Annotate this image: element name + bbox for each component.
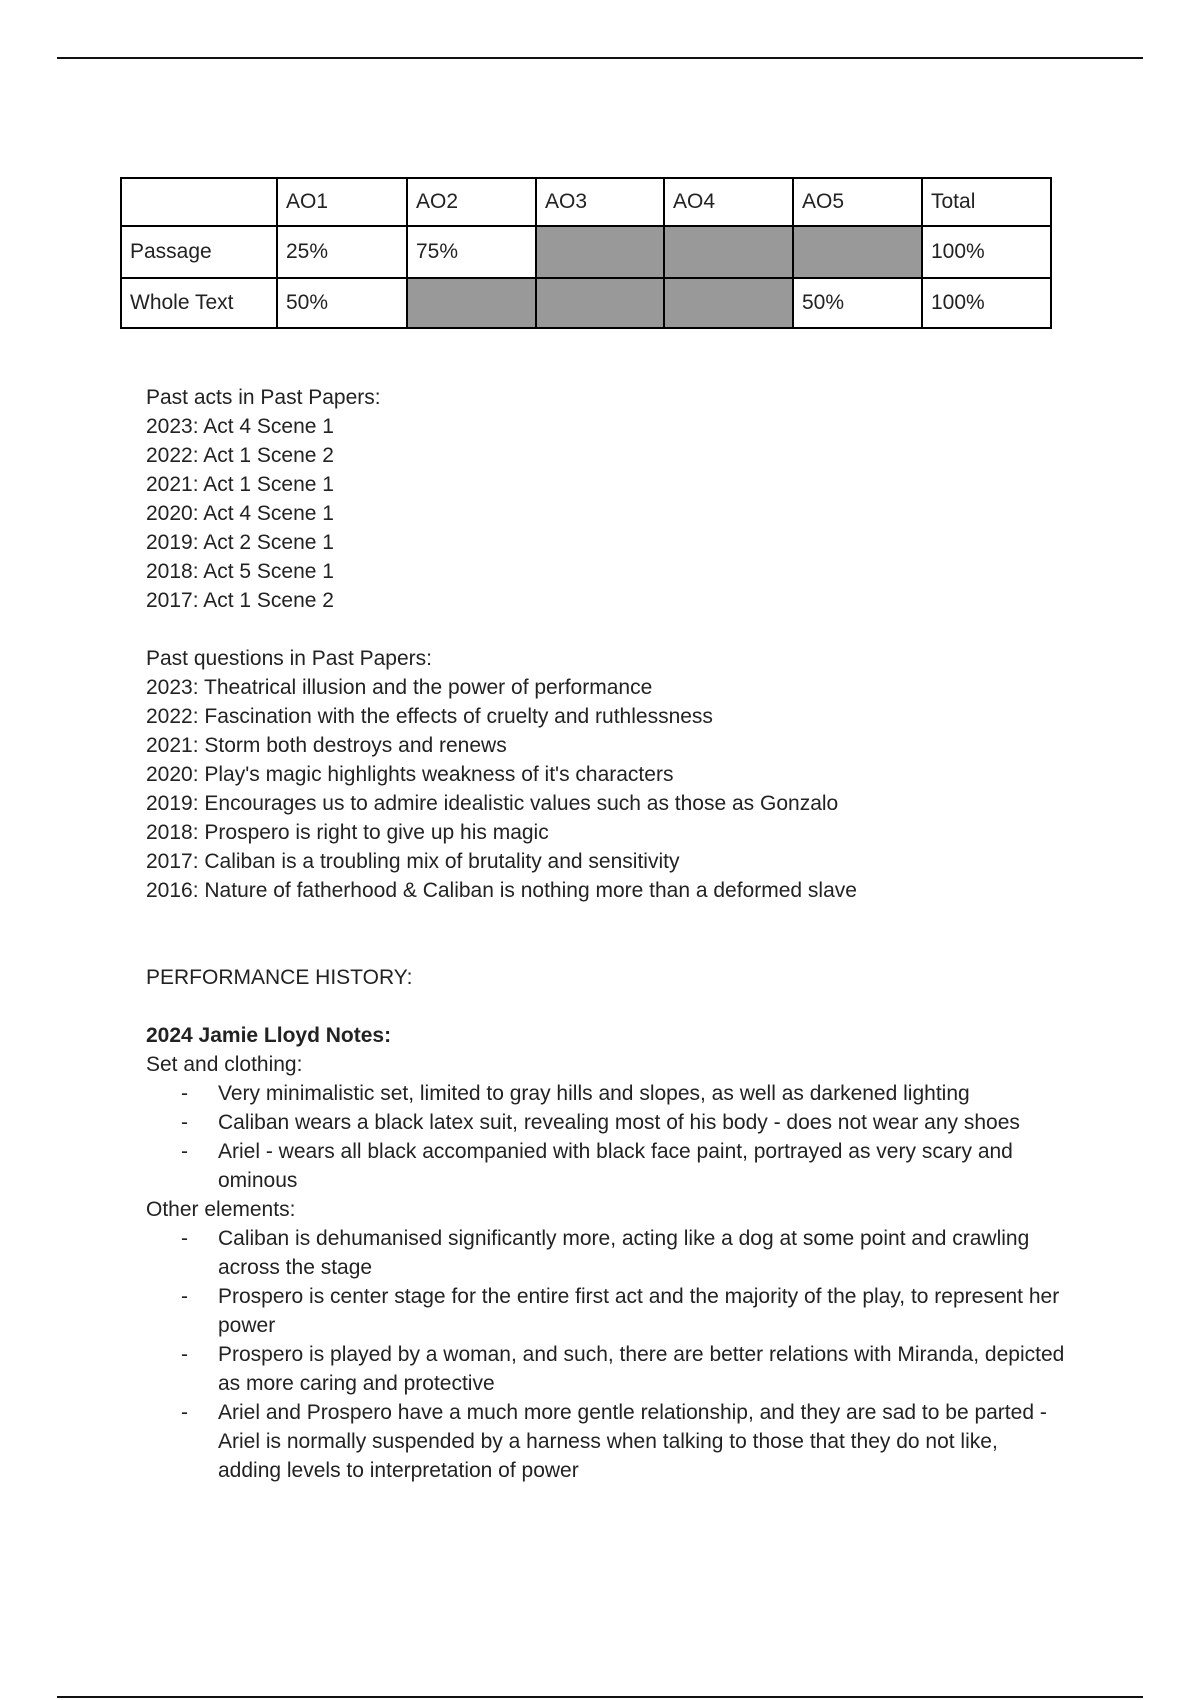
dash-bullet: -	[181, 1111, 188, 1134]
performance-history-heading: PERFORMANCE HISTORY:	[146, 966, 413, 989]
table-cell: 75%	[407, 226, 536, 278]
table-cell-shaded	[407, 278, 536, 328]
table-cell-shaded	[793, 226, 922, 278]
list-item: 2019: Encourages us to admire idealistic values such as those as Gonzalo	[146, 792, 839, 815]
dash-bullet: -	[181, 1140, 188, 1163]
set-clothing-heading: Set and clothing:	[146, 1053, 303, 1076]
performance-history-section	[146, 963, 1066, 1485]
table-header-cell: AO2	[407, 178, 536, 226]
dash-bullet: -	[181, 1082, 188, 1105]
list-item: 2020: Act 4 Scene 1	[146, 502, 334, 525]
table-header-cell: Total	[922, 178, 1051, 226]
past-acts-heading: Past acts in Past Papers:	[146, 386, 381, 409]
table-cell-shaded	[664, 278, 793, 328]
table-cell: 50%	[277, 278, 407, 328]
list-item: 2021: Act 1 Scene 1	[146, 473, 334, 496]
list-item	[181, 1282, 1066, 1340]
notes-body	[146, 383, 1066, 1485]
table-cell-shaded	[536, 226, 664, 278]
list-item: 2020: Play's magic highlights weakness of it's characters	[146, 763, 674, 786]
list-item-text: Prospero is played by a woman, and such, there are better relations with Miranda, depicted as more caring and protective	[218, 1343, 1065, 1395]
notes-title: 2024 Jamie Lloyd Notes:	[146, 1024, 392, 1047]
past-acts-section	[146, 383, 1066, 615]
list-item	[181, 1079, 1066, 1108]
table-header-cell	[121, 178, 277, 226]
list-item: 2021: Storm both destroys and renews	[146, 734, 507, 757]
table-row	[121, 278, 1051, 328]
table-row-label: Whole Text	[121, 278, 277, 328]
table-header-row	[121, 178, 1051, 226]
list-item: 2023: Act 4 Scene 1	[146, 415, 334, 438]
dash-bullet: -	[181, 1401, 188, 1424]
list-item-text: Prospero is center stage for the entire first act and the majority of the play, to represent her power	[218, 1285, 1060, 1337]
list-item	[181, 1137, 1066, 1195]
table-header-cell: AO5	[793, 178, 922, 226]
table-cell: 100%	[922, 278, 1051, 328]
other-elements-list	[146, 1224, 1066, 1485]
list-item	[181, 1108, 1066, 1137]
list-item: 2017: Caliban is a troubling mix of brutality and sensitivity	[146, 850, 680, 873]
table-cell-shaded	[536, 278, 664, 328]
list-item: 2019: Act 2 Scene 1	[146, 531, 334, 554]
table-cell: 25%	[277, 226, 407, 278]
assessment-objectives-table	[120, 177, 1052, 329]
list-item: 2017: Act 1 Scene 2	[146, 589, 334, 612]
table-cell: 100%	[922, 226, 1051, 278]
top-rule	[57, 57, 1143, 59]
set-clothing-list	[146, 1079, 1066, 1195]
list-item: 2018: Prospero is right to give up his magic	[146, 821, 549, 844]
list-item: 2023: Theatrical illusion and the power of performance	[146, 676, 653, 699]
list-item: 2022: Fascination with the effects of cruelty and ruthlessness	[146, 705, 713, 728]
list-item: 2022: Act 1 Scene 2	[146, 444, 334, 467]
table-row	[121, 226, 1051, 278]
past-questions-section	[146, 644, 1066, 905]
list-item-text: Ariel - wears all black accompanied with black face paint, portrayed as very scary and ominous	[218, 1140, 1013, 1192]
list-item	[181, 1398, 1066, 1485]
list-item: 2018: Act 5 Scene 1	[146, 560, 334, 583]
table-row-label: Passage	[121, 226, 277, 278]
list-item	[181, 1340, 1066, 1398]
list-item-text: Caliban is dehumanised significantly more, acting like a dog at some point and crawling across the stage	[218, 1227, 1030, 1279]
table-header-cell: AO3	[536, 178, 664, 226]
past-questions-heading: Past questions in Past Papers:	[146, 647, 432, 670]
list-item: 2016: Nature of fatherhood & Caliban is nothing more than a deformed slave	[146, 879, 857, 902]
dash-bullet: -	[181, 1227, 188, 1250]
table-header-cell: AO4	[664, 178, 793, 226]
table-header-cell: AO1	[277, 178, 407, 226]
dash-bullet: -	[181, 1343, 188, 1366]
table-cell-shaded	[664, 226, 793, 278]
table-cell: 50%	[793, 278, 922, 328]
list-item	[181, 1224, 1066, 1282]
other-elements-heading: Other elements:	[146, 1198, 296, 1221]
bottom-rule	[57, 1696, 1143, 1698]
list-item-text: Ariel and Prospero have a much more gentle relationship, and they are sad to be parted - Ariel is normally suspended by a harness when talking to those that they do not like, adding levels to interpretation of power	[218, 1401, 1047, 1482]
list-item-text: Caliban wears a black latex suit, revealing most of his body - does not wear any shoes	[218, 1111, 1020, 1134]
list-item-text: Very minimalistic set, limited to gray hills and slopes, as well as darkened lighting	[218, 1082, 970, 1105]
dash-bullet: -	[181, 1285, 188, 1308]
